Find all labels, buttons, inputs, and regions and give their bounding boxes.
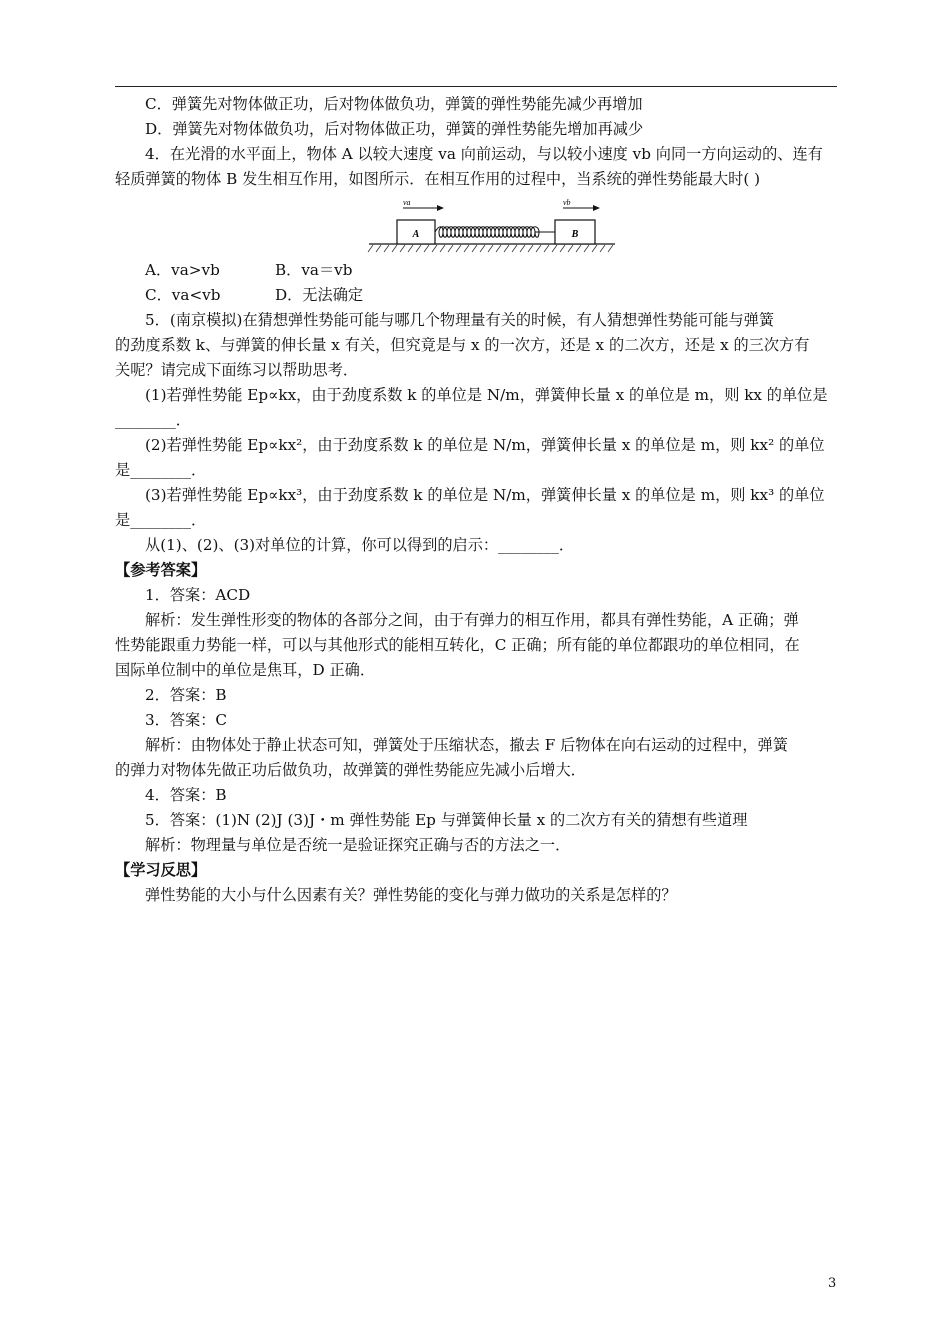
q5-hint: 从(1)、(2)、(3)对单位的计算，你可以得到的启示：________．: [145, 536, 575, 554]
answer-3: 3．答案：C: [145, 711, 228, 729]
answer-3-explanation-line1: 解析：由物体处于静止状态可知，弹簧处于压缩状态，撤去 F 后物体在向右运动的过程中，弹簧: [145, 736, 788, 754]
block-b-label: B: [571, 229, 579, 240]
q5-line2: 的劲度系数 k、与弹簧的伸长量 x 有关，但究竟是与 x 的一次方，还是 x 的二次方，还是 x 的三次方有: [115, 336, 810, 354]
answer-1-explanation-line1: 解析：发生弹性形变的物体的各部分之间，由于有弹力的相互作用，都具有弹性势能，A 正确；弹: [145, 611, 799, 629]
q5-part2-line2: 是________．: [115, 461, 207, 479]
q5-part2-line1: (2)若弹性势能 Ep∝kx²，由于劲度系数 k 的单位是 N/m，弹簧伸长量 x 的单位是 m，则 kx² 的单位: [145, 436, 825, 454]
answer-1: 1．答案：ACD: [145, 586, 251, 604]
answer-1-explanation-line3: 国际单位制中的单位是焦耳，D 正确．: [115, 661, 376, 679]
q4-options-row1: [115, 258, 837, 283]
answer-5: 5．答案：(1)N (2)J (3)J・m 弹性势能 Ep 与弹簧伸长量 x 的二次方有关的猜想有些道理: [145, 811, 748, 829]
answer-3-explanation-line2: 的弹力对物体先做正功后做负功，故弹簧的弹性势能应先减小后增大．: [115, 761, 586, 779]
header-rule: [115, 86, 837, 87]
page-body: [115, 92, 837, 908]
q4-option-b: B．va＝vb: [275, 261, 353, 279]
spring-figure: [115, 192, 837, 258]
option-c: C．弹簧先对物体做正功，后对物体做负功，弹簧的弹性势能先减少再增加: [145, 95, 643, 113]
q5-line1: 5．(南京模拟)在猜想弹性势能可能与哪几个物理量有关的时候，有人猜想弹性势能可能与弹簧: [145, 311, 775, 329]
q4-line2: 轻质弹簧的物体 B 发生相互作用，如图所示．在相互作用的过程中，当系统的弹性势能最大时( ): [115, 170, 760, 188]
vb-label: vb: [563, 198, 571, 207]
q4-option-c: C．va<vb: [145, 286, 221, 304]
va-label: va: [403, 198, 411, 207]
q4-line1: 4．在光滑的水平面上，物体 A 以较大速度 va 向前运动，与以较小速度 vb 向同一方向运动的、连有: [145, 145, 823, 163]
q4-options-row2: [115, 283, 837, 308]
reflection-heading: 【学习反思】: [115, 861, 207, 879]
va-arrow-head: [437, 205, 444, 211]
q5-line3: 关呢？请完成下面练习以帮助思考．: [115, 361, 358, 379]
answer-4: 4．答案：B: [145, 786, 227, 804]
answer-1-explanation-line2: 性势能跟重力势能一样，可以与其他形式的能相互转化，C 正确；所有能的单位都跟功的单位相同，在: [115, 636, 800, 654]
q5-part3-line1: (3)若弹性势能 Ep∝kx³，由于劲度系数 k 的单位是 N/m，弹簧伸长量 x 的单位是 m，则 kx³ 的单位: [145, 486, 825, 504]
q5-part1-line1: (1)若弹性势能 Ep∝kx，由于劲度系数 k 的单位是 N/m，弹簧伸长量 x 的单位是 m，则 kx 的单位是: [145, 386, 828, 404]
vb-arrow-head: [593, 205, 600, 211]
q4-option-d: D．无法确定: [275, 286, 364, 304]
q4-option-a: A．va>vb: [145, 261, 220, 279]
q5-part3-line2: 是________．: [115, 511, 207, 529]
spring-diagram: [367, 196, 617, 258]
q5-part1-line2: ________．: [115, 411, 191, 429]
answer-2: 2．答案：B: [145, 686, 227, 704]
answer-5-explanation: 解析：物理量与单位是否统一是验证探究正确与否的方法之一．: [145, 836, 571, 854]
answers-heading: 【参考答案】: [115, 561, 207, 579]
block-a-label: A: [412, 229, 420, 240]
page-number: 3: [828, 1276, 837, 1291]
spring-coil: [435, 227, 555, 238]
option-d: D．弹簧先对物体做负功，后对物体做正功，弹簧的弹性势能先增加再减少: [145, 120, 644, 138]
reflection-text: 弹性势能的大小与什么因素有关？弹性势能的变化与弹力做功的关系是怎样的？: [145, 886, 677, 904]
